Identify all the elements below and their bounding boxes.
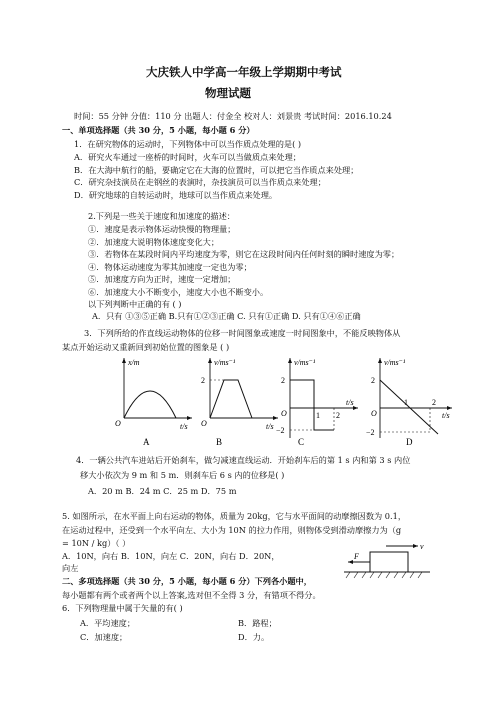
- q3-graph-a: [110, 352, 198, 450]
- q1-option-d: D．研究地球的自转运动时，地球可以当作质点来处理。: [74, 190, 278, 200]
- q5-stem-line3: = 10N / kg）（ ）: [62, 538, 131, 548]
- q3-graph-a-origin: O: [115, 419, 121, 428]
- q4-stem-line2: 移大小依次为 9 m 和 5 m．则刹车后 6 s 内的位移是( ): [80, 470, 285, 480]
- q3-stem-line1: 3．下列所给的作直线运动物体的位移一时间图象或速度一时间图象中，不能反映物体从: [84, 328, 401, 338]
- q3-graph-c-xtick-1: 1: [316, 411, 320, 420]
- exam-subtitle: 物理试题: [205, 86, 251, 100]
- q3-graph-d-xtick-1: 1: [404, 398, 408, 407]
- q6-option-b: B．路程；: [238, 618, 277, 628]
- q3-graph-d-xlabel: t/s: [442, 411, 450, 420]
- q2-item-6: ⑥．加速度大小不断变小，速度大小也不断变小。: [88, 287, 269, 297]
- q6-stem: 6．下列物理量中属于矢量的有( ): [62, 603, 183, 613]
- q3-graph-b-xlabel: t/s: [266, 422, 274, 431]
- q5-options-tail: 向左: [62, 563, 79, 573]
- q3-graph-a-ylabel: x/m: [128, 358, 140, 367]
- q3-graph-d-ylabel: v/ms⁻¹: [384, 358, 406, 367]
- q1-option-c: C．研究杂技演员在走钢丝的表演时，杂技演员可以当作质点来处理；: [74, 177, 326, 187]
- exam-info: 时间：55 分钟 分值：110 分 出题人：付金全 校对人：刘景贵 考试时间：2016.10.24: [74, 111, 392, 121]
- q5-stem-line1: 5. 如图所示，在水平面上向右运动的物体，质量为 20kg，它与水平面间的动摩擦因数为 0.1，: [62, 511, 407, 521]
- q3-graph-d-xtick-2: 2: [432, 398, 436, 407]
- q1-option-a: A．研究火车通过一座桥的时间时，火车可以当做质点来处理；: [74, 152, 301, 162]
- q6-option-a: A．平均速度；: [80, 618, 136, 628]
- q3-graph-d-ytick-bottom: −2: [366, 428, 375, 437]
- q3-graph-b-origin: O: [201, 419, 207, 428]
- section2-heading: 二、多项选择题（共 30 分，5 小题，每小题 6 分）下列各小题中，: [62, 576, 312, 586]
- q3-graph-c: [276, 352, 364, 450]
- q2-stem: 2.下列是一些关于速度和加速度的描述：: [88, 211, 235, 221]
- q2-item-5: ⑤．加速度方向为正时，速度一定增加；: [88, 274, 236, 284]
- q3-graph-a-xlabel: t/s: [180, 422, 188, 431]
- q5-options: A．10N，向右 B．10N，向左 C．20N，向右 D．20N，: [62, 551, 280, 561]
- q3-stem-line2: 某点开始运动又重新回到初始位置的图象是 ( ): [62, 342, 230, 352]
- q1-option-b: B．在大海中航行的船，要确定它在大海的位置时，可以把它当作质点来处理；: [74, 165, 359, 175]
- exam-title: 大庆铁人中学高一年级上学期期中考试: [146, 65, 342, 79]
- q3-graph-b-ytick: 2: [201, 376, 205, 385]
- q3-graph-c-ytick-bottom: −2: [276, 426, 285, 435]
- q3-graph-d-label: D: [406, 437, 413, 447]
- q3-graph-d: [366, 352, 460, 450]
- q3-graph-c-label: C: [298, 437, 305, 447]
- q3-graph-c-ytick-top: 2: [281, 376, 285, 385]
- section2-note: 每小题都有两个或者两个以上答案,选对但不全得 3 分，有错项不得分。: [62, 590, 321, 600]
- q2-item-2: ②．加速度大说明物体速度变化大；: [88, 237, 220, 247]
- section1-heading: 一、单项选择题（共 30 分，5 小题，每小题 6 分）: [62, 125, 255, 135]
- q5-velocity-label: v: [420, 542, 424, 551]
- q5-stem-line2: 在运动过程中，还受到一个水平向左、大小为 10N 的拉力作用，则物体受到滑动摩擦力为（g: [62, 525, 402, 535]
- q6-option-d: D．力。: [238, 632, 270, 642]
- q2-options: A．只有 ①③⑤正确 B.只有①②③正确 C. 只有①正确 D. 只有①④⑥正确: [92, 311, 361, 321]
- q5-figure: [336, 538, 432, 584]
- q4-stem-line1: 4．一辆公共汽车进站后开始刹车，做匀减速直线运动．开始刹车后的第 1 s 内和第 3 s 内位: [76, 455, 411, 465]
- q5-force-label: F: [354, 552, 359, 561]
- q3-graph-a-label: A: [143, 437, 150, 447]
- q2-item-1: ①．速度是表示物体运动快慢的物理量；: [88, 224, 236, 234]
- q3-graph-c-xlabel: t/s: [346, 398, 354, 407]
- q1-stem: 1．在研究物体的运动时，下列物体中可以当作质点处理的是( ): [74, 139, 302, 149]
- q3-graph-c-xtick-2: 2: [336, 411, 340, 420]
- q3-graph-b-label: B: [216, 437, 223, 447]
- q2-item-3: ③．若物体在某段时间内平均速度为零，则它在这段时间内任何时刻的瞬时速度为零；: [88, 249, 400, 259]
- q6-option-c: C．加速度；: [80, 632, 128, 642]
- q3-graph-b: [196, 352, 284, 450]
- q3-graph-c-origin: O: [281, 409, 287, 418]
- q3-graph-d-ytick-top: 2: [371, 376, 375, 385]
- q3-graph-c-ylabel: v/ms⁻¹: [294, 358, 316, 367]
- q3-graph-d-origin: O: [371, 409, 377, 418]
- q4-options: A．20 m B．24 m C．25 m D．75 m: [88, 486, 237, 496]
- q2-item-4: ④．物体运动速度为零其加速度一定也为零；: [88, 262, 252, 272]
- q3-graph-b-ylabel: v/ms⁻¹: [214, 358, 236, 367]
- q5-block: [370, 552, 408, 572]
- q2-judge: 以下列判断中正确的有 ( ): [88, 299, 182, 309]
